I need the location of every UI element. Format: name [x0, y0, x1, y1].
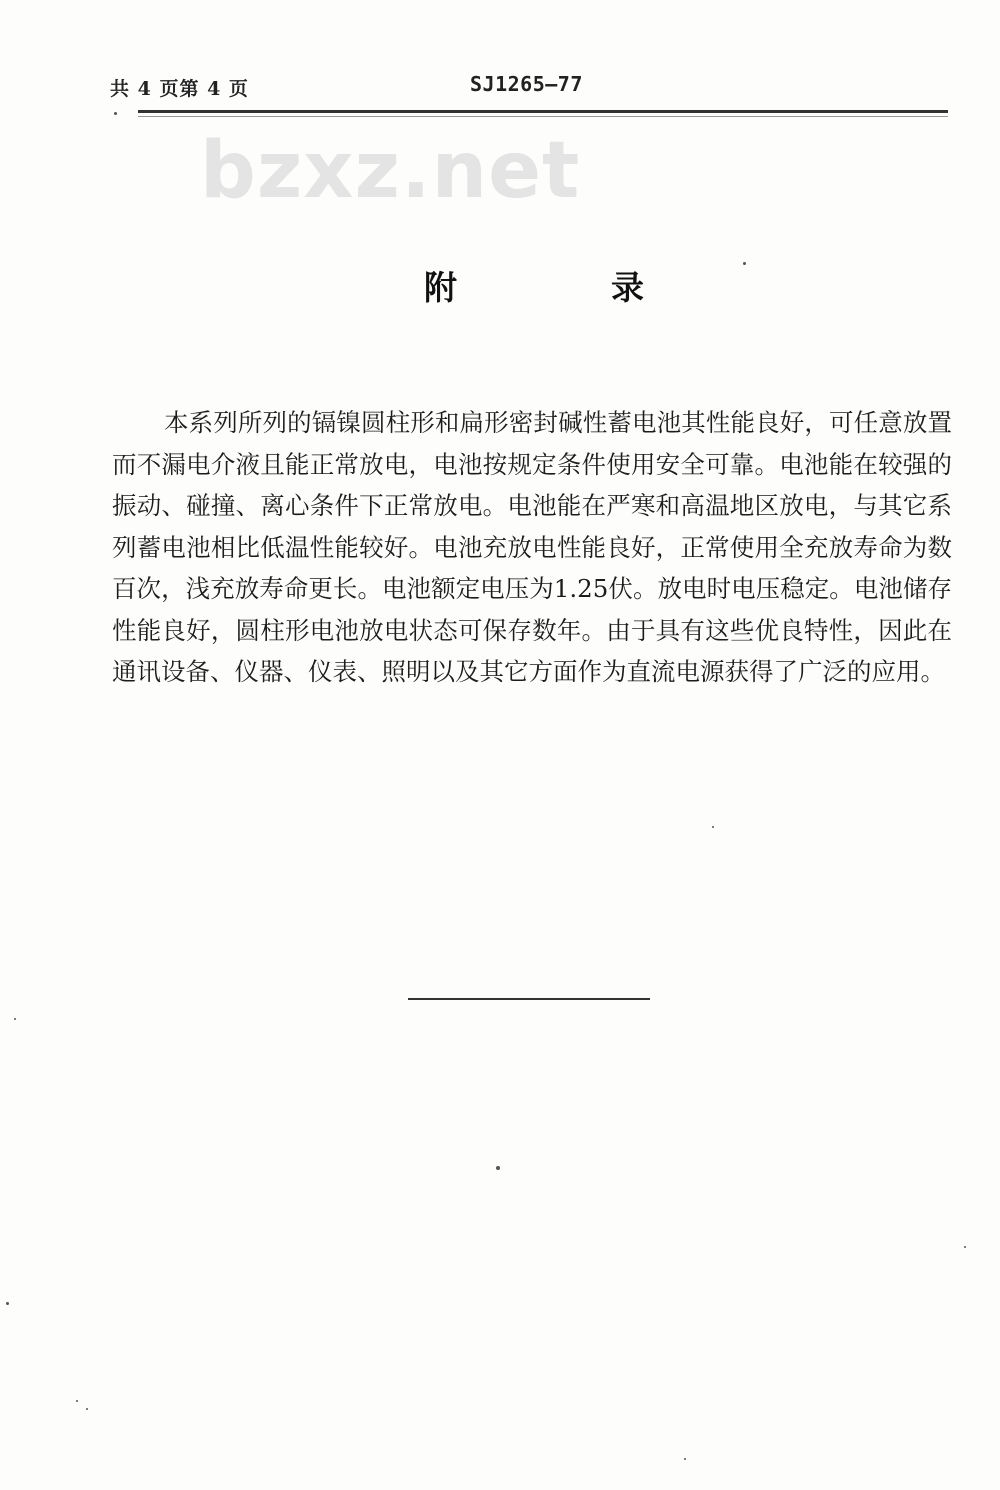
appendix-title-char-2: 录 [611, 268, 644, 307]
header-divider-thin [138, 116, 948, 117]
scan-speck [964, 1246, 966, 1248]
scan-speck [712, 826, 714, 828]
appendix-title-char-1: 附 [424, 268, 457, 307]
scan-speck [14, 1018, 16, 1020]
scan-speck [496, 1166, 500, 1170]
page-count-label: 共 4 页第 4 页 [110, 78, 249, 100]
watermark-logo: bzxz.net [200, 126, 581, 216]
scan-speck [6, 1302, 9, 1305]
scan-speck [86, 1408, 88, 1410]
header-divider [138, 110, 948, 113]
end-divider [408, 998, 650, 1000]
standard-code-label: SJ1265—77 [470, 72, 583, 96]
appendix-title [424, 262, 644, 309]
scan-speck [76, 1400, 78, 1402]
appendix-body-paragraph: 本系列所列的镉镍圆柱形和扁形密封碱性蓄电池其性能良好，可任意放置而不漏电介液且能正常放电，电池按规定条件使用安全可靠。电池能在较强的振动、碰撞、离心条件下正常放电。电池能在严寒和高温地区放电，与其它系列蓄电池相比低温性能较好。电池充放电性能良好，正常使用全充放寿命为数百次，浅充放寿命更长。电池额定电压为1.25伏。放电时电压稳定。电池储存性能良好，圆柱形电池放电状态可保存数年。由于具有这些优良特性，因此在通讯设备、仪器、仪表、照明以及其它方面作为直流电源获得了广泛的应用。 [112, 408, 952, 686]
scan-speck [114, 112, 117, 115]
scan-speck [743, 262, 746, 265]
scan-speck [684, 1458, 686, 1460]
